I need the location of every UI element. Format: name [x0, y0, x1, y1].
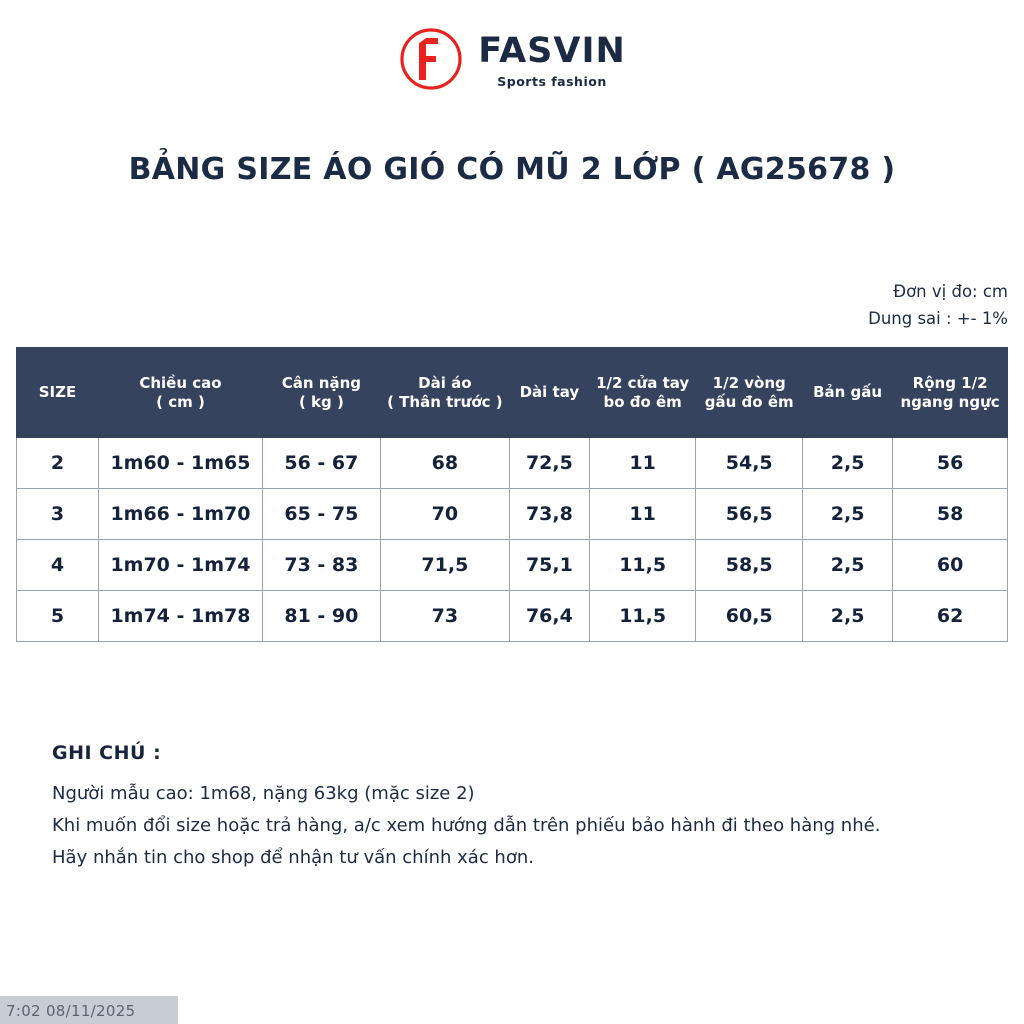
cell-hem-half: 54,5 — [696, 438, 803, 489]
logo-text — [478, 30, 626, 89]
brand-logo — [0, 26, 1024, 92]
cell-sleeve-length: 75,1 — [509, 540, 589, 591]
cell-chest-half: 60 — [893, 540, 1008, 591]
cell-jacket-length: 68 — [380, 438, 509, 489]
footer-timestamp: 7:02 08/11/2025 — [6, 1002, 136, 1020]
header-size: SIZE — [17, 348, 99, 438]
table-header-row — [17, 348, 1008, 438]
cell-chest-half: 58 — [893, 489, 1008, 540]
cell-size: 5 — [17, 591, 99, 642]
cell-jacket-length: 70 — [380, 489, 509, 540]
cell-hem-half: 60,5 — [696, 591, 803, 642]
cell-weight: 56 - 67 — [262, 438, 380, 489]
logo-brand-name: FASVIN — [478, 30, 626, 71]
cell-hem-half: 58,5 — [696, 540, 803, 591]
notes-line-model: Người mẫu cao: 1m68, nặng 63kg (mặc size 2) — [52, 783, 475, 804]
cell-size: 3 — [17, 489, 99, 540]
table-row — [17, 540, 1008, 591]
header-jacket-length: Dài áo ( Thân trước ) — [380, 348, 509, 438]
page-title: BẢNG SIZE ÁO GIÓ CÓ MŨ 2 LỚP ( AG25678 ) — [128, 152, 896, 187]
size-table — [16, 347, 1008, 642]
cell-jacket-length: 73 — [380, 591, 509, 642]
logo-inner — [398, 26, 626, 92]
header-chest-half: Rộng 1/2 ngang ngực — [893, 348, 1008, 438]
cell-cuff-half: 11,5 — [589, 591, 696, 642]
header-cuff-half: 1/2 cửa tay bo đo êm — [589, 348, 696, 438]
cell-cuff-half: 11 — [589, 438, 696, 489]
cell-hem-band: 2,5 — [803, 591, 893, 642]
header-sleeve-length: Dài tay — [509, 348, 589, 438]
cell-sleeve-length: 72,5 — [509, 438, 589, 489]
tolerance-label: Dung sai : +- 1% — [868, 309, 1008, 329]
fasvin-f-circle-logo-icon — [398, 26, 464, 92]
cell-hem-half: 56,5 — [696, 489, 803, 540]
header-hem-half: 1/2 vòng gấu đo êm — [696, 348, 803, 438]
size-table-container — [16, 347, 1008, 642]
header-height: Chiều cao ( cm ) — [98, 348, 262, 438]
cell-cuff-half: 11,5 — [589, 540, 696, 591]
cell-hem-band: 2,5 — [803, 540, 893, 591]
unit-notes — [868, 278, 1008, 332]
cell-height: 1m74 - 1m78 — [98, 591, 262, 642]
cell-chest-half: 62 — [893, 591, 1008, 642]
measure-unit-label: Đơn vị đo: cm — [893, 282, 1008, 301]
cell-weight: 65 - 75 — [262, 489, 380, 540]
cell-hem-band: 2,5 — [803, 438, 893, 489]
table-row — [17, 489, 1008, 540]
cell-weight: 73 - 83 — [262, 540, 380, 591]
cell-size: 2 — [17, 438, 99, 489]
cell-chest-half: 56 — [893, 438, 1008, 489]
cell-cuff-half: 11 — [589, 489, 696, 540]
cell-weight: 81 - 90 — [262, 591, 380, 642]
cell-sleeve-length: 76,4 — [509, 591, 589, 642]
cell-sleeve-length: 73,8 — [509, 489, 589, 540]
table-row — [17, 591, 1008, 642]
cell-height: 1m60 - 1m65 — [98, 438, 262, 489]
cell-height: 1m66 - 1m70 — [98, 489, 262, 540]
cell-height: 1m70 - 1m74 — [98, 540, 262, 591]
cell-jacket-length: 71,5 — [380, 540, 509, 591]
cell-hem-band: 2,5 — [803, 489, 893, 540]
notes-line-contact: Hãy nhắn tin cho shop để nhận tư vấn chính xác hơn. — [52, 847, 534, 869]
logo-tagline: Sports fashion — [497, 73, 607, 89]
notes-section — [52, 742, 984, 874]
header-weight: Cân nặng ( kg ) — [262, 348, 380, 438]
table-row — [17, 438, 1008, 489]
notes-line-exchange: Khi muốn đổi size hoặc trả hàng, a/c xem hướng dẫn trên phiếu bảo hành đi theo hàng nhé. — [52, 815, 881, 837]
header-hem-band: Bản gấu — [803, 348, 893, 438]
cell-size: 4 — [17, 540, 99, 591]
notes-title: GHI CHÚ : — [52, 742, 162, 764]
